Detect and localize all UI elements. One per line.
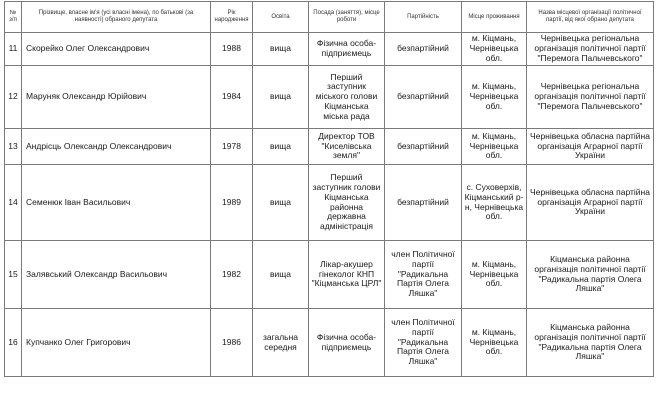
cell-residence: м. Кіцмань, Чернівецька обл. bbox=[462, 33, 527, 66]
cell-position: Фізична особа-підприємець bbox=[309, 33, 385, 66]
header-name: Прізвище, власне ім'я (усі власні імена), по батькові (за наявності) обраного депутата bbox=[22, 2, 211, 33]
cell-year: 1982 bbox=[211, 241, 253, 309]
header-position: Посада (заняття), місце роботи bbox=[309, 2, 385, 33]
cell-num: 13 bbox=[5, 129, 22, 165]
cell-residence: м. Кіцмань, Чернівецька обл. bbox=[462, 241, 527, 309]
cell-residence: м. Кіцмань, Чернівецька обл. bbox=[462, 129, 527, 165]
header-education: Освіта bbox=[253, 2, 309, 33]
cell-position: Перший заступник міського голови Кіцманська міська рада bbox=[309, 66, 385, 129]
header-party: Партійність bbox=[385, 2, 462, 33]
table-row bbox=[5, 165, 654, 241]
cell-party: член Політичної партії "Радикальна Партія Олега Ляшка" bbox=[385, 241, 462, 309]
table-row bbox=[5, 66, 654, 129]
cell-name: Семенюк Іван Васильович bbox=[22, 165, 211, 241]
cell-residence: м. Кіцмань, Чернівецька обл. bbox=[462, 309, 527, 377]
cell-party: безпартійний bbox=[385, 129, 462, 165]
table-row bbox=[5, 241, 654, 309]
cell-num: 12 bbox=[5, 66, 22, 129]
cell-num: 11 bbox=[5, 33, 22, 66]
cell-num: 14 bbox=[5, 165, 22, 241]
deputies-table bbox=[4, 1, 654, 377]
cell-year: 1988 bbox=[211, 33, 253, 66]
cell-education: загальна середня bbox=[253, 309, 309, 377]
table-row bbox=[5, 129, 654, 165]
cell-name: Залявський Олександр Васильович bbox=[22, 241, 211, 309]
cell-org: Чернівецька обласна партійна організація Аграрної партії України bbox=[527, 129, 654, 165]
cell-org: Чернівецька регіональна організація політичної партії "Перемога Пальчевського" bbox=[527, 66, 654, 129]
cell-name: Андрісць Олександр Олександрович bbox=[22, 129, 211, 165]
cell-residence: м. Кіцмань, Чернівецька обл. bbox=[462, 66, 527, 129]
cell-org: Кіцманська районна організація політичної партії "Радикальна партія Олега Ляшка" bbox=[527, 309, 654, 377]
cell-position: Директор ТОВ "Киселівська земля" bbox=[309, 129, 385, 165]
cell-education: вища bbox=[253, 66, 309, 129]
header-num: № з/п bbox=[5, 2, 22, 33]
header-org: Назва місцевої організації політичної партії, від якої обрано депутата bbox=[527, 2, 654, 33]
cell-position: Лікар-акушер гінеколог КНП "Кіцманська ЦРЛ" bbox=[309, 241, 385, 309]
header-year: Рік народження bbox=[211, 2, 253, 33]
cell-position: Перший заступник голови Кіцманська районна державна адміністрація bbox=[309, 165, 385, 241]
header-residence: Місце проживання bbox=[462, 2, 527, 33]
cell-year: 1984 bbox=[211, 66, 253, 129]
cell-party: безпартійний bbox=[385, 165, 462, 241]
cell-org: Кіцманська районна організація політичної партії "Радикальна партія Олега Ляшка" bbox=[527, 241, 654, 309]
cell-education: вища bbox=[253, 241, 309, 309]
cell-year: 1989 bbox=[211, 165, 253, 241]
deputies-table-wrapper bbox=[4, 1, 653, 377]
cell-residence: с. Суховерхів, Кіцманський р-н, Чернівецька обл. bbox=[462, 165, 527, 241]
cell-year: 1986 bbox=[211, 309, 253, 377]
table-header-row bbox=[5, 2, 654, 33]
cell-education: вища bbox=[253, 33, 309, 66]
cell-name: Маруняк Олександр Юрійович bbox=[22, 66, 211, 129]
cell-education: вища bbox=[253, 129, 309, 165]
cell-position: Фізична особа-підприємець bbox=[309, 309, 385, 377]
cell-year: 1978 bbox=[211, 129, 253, 165]
cell-party: член Політичної партії "Радикальна Партія Олега Ляшка" bbox=[385, 309, 462, 377]
cell-org: Чернівецька регіональна організація політичної партії "Перемога Пальчевського" bbox=[527, 33, 654, 66]
cell-party: безпартійний bbox=[385, 33, 462, 66]
cell-party: безпартійний bbox=[385, 66, 462, 129]
table-row bbox=[5, 33, 654, 66]
table-row bbox=[5, 309, 654, 377]
cell-org: Чернівецька обласна партійна організація Аграрної партії України bbox=[527, 165, 654, 241]
cell-num: 15 bbox=[5, 241, 22, 309]
cell-name: Купчанко Олег Григорович bbox=[22, 309, 211, 377]
cell-num: 16 bbox=[5, 309, 22, 377]
cell-name: Скорейко Олег Олександрович bbox=[22, 33, 211, 66]
cell-education: вища bbox=[253, 165, 309, 241]
